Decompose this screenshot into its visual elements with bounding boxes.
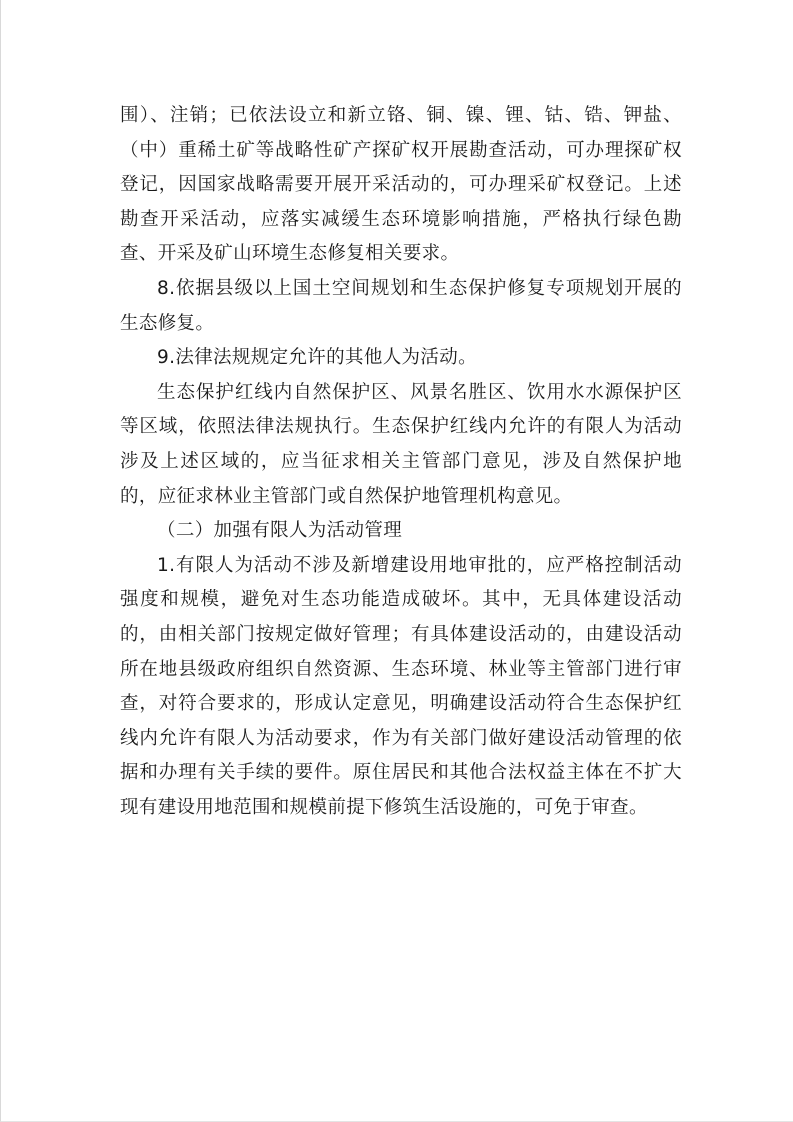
- paragraph-continuation: 围）、注销；已依法设立和新立铬、铜、镍、锂、钴、锆、钾盐、（中）重稀土矿等战略性矿产探矿权开展勘查活动，可办理探矿权登记，因国家战略需要开展开采活动的，可办理采矿权登记。上述勘查开采活动，应落实减缓生态环境影响措施，严格执行绿色勘查、开采及矿山环境生态修复相关要求。: [120, 105, 682, 265]
- paragraph-protected-areas: 生态保护红线内自然保护区、风景名胜区、饮用水水源保护区等区域，依照法律法规执行。生态保护红线内允许的有限人为活动涉及上述区域的，应当征求相关主管部门意见，涉及自然保护地的，应征求林业主管部门或自然保护地管理机构意见。: [120, 381, 682, 507]
- body-text: [120, 99, 682, 825]
- paragraph-item-1: 1.有限人为活动不涉及新增建设用地审批的，应严格控制活动强度和规模，避免对生态功能造成破坏。其中，无具体建设活动的，由相关部门按规定做好管理；有具体建设活动的，由建设活动所在地县级政府组织自然资源、生态环境、林业等主管部门进行审查，对符合要求的，形成认定意见，明确建设活动符合生态保护红线内允许有限人为活动要求，作为有关部门做好建设活动管理的依据和办理有关手续的要件。原住居民和其他合法权益主体在不扩大现有建设用地范围和规模前提下修筑生活设施的，可免于审查。: [120, 554, 682, 818]
- section-heading: （二）加强有限人为活动管理: [157, 520, 403, 542]
- paragraph-item-8: 8.依据县级以上国土空间规划和生态保护修复专项规划开展的生态修复。: [120, 277, 682, 334]
- paragraph-item-9: 9.法律法规规定允许的其他人为活动。: [157, 347, 477, 369]
